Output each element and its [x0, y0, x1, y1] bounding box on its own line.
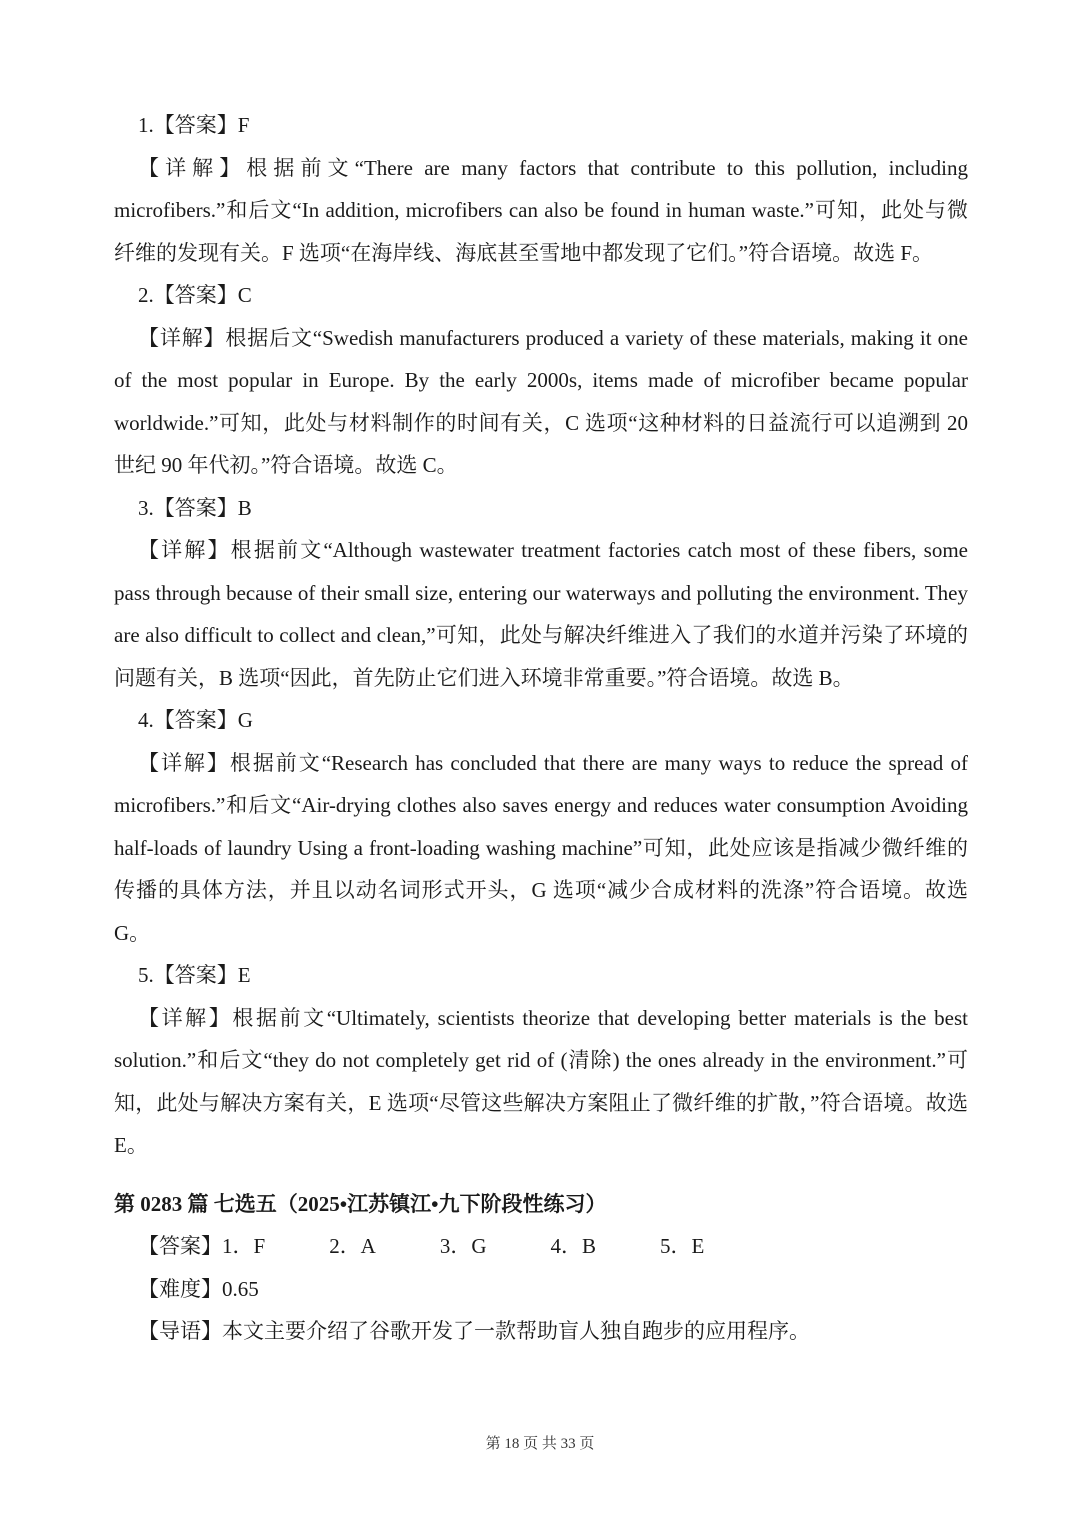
answer-1-detail: 【详解】根据前文“There are many factors that contribute to this pollution, including microfibers.”和后文“In addition, microfibers can also be found in human waste.”可知，此处与微纤维的发现有关。F 选项“在海岸线、海底甚至雪地中都发现了它们。”符合语境。故选 F。 — [114, 155, 968, 265]
section-difficulty: 【难度】0.65 — [138, 1276, 259, 1301]
page-content — [114, 104, 968, 1353]
section-answer-item-2: 2．A — [329, 1234, 376, 1258]
section-answer-label: 【答案】 — [138, 1234, 222, 1258]
section-intro: 【导语】本文主要介绍了谷歌开发了一款帮助盲人独自跑步的应用程序。 — [138, 1319, 810, 1343]
answer-3-label: 3.【答案】B — [138, 495, 252, 520]
answer-4-detail: 【详解】根据前文“Research has concluded that there are many ways to reduce the spread of microfibers.”和后文“Air-drying clothes also saves energy and reduces water consumption Avoiding half-loads of laundry Using a front-loading washing machine”可知，此处应该是指减少微纤维的传播的具体方法，并且以动名词形式开头，G 选项“减少合成材料的洗涤”符合语境。故选 G。 — [114, 750, 968, 945]
answer-5-detail: 【详解】根据前文“Ultimately, scientists theorize that developing better materials is the best solution.”和后文“they do not completely get rid of (清除) the ones already in the environment.”可知，此处与解决方案有关，E 选项“尽管这些解决方案阻止了微纤维的扩散，”符合语境。故选 E。 — [114, 1005, 968, 1157]
answer-3-detail: 【详解】根据前文“Although wastewater treatment factories catch most of these fibers, some pass through because of their small size, entering our waterways and polluting the environment. They are also difficult to collect and clean,”可知，此处与解决纤维进入了我们的水道并污染了环境的问题有关，B 选项“因此，首先防止它们进入环境非常重要。”符合语境。故选 B。 — [114, 538, 968, 690]
page-footer: 第 18 页 共 33 页 — [485, 1436, 595, 1452]
section-answer-item-4: 4．B — [550, 1234, 597, 1258]
answer-4-label: 4.【答案】G — [138, 708, 253, 732]
section-answer-item-5: 5．E — [660, 1234, 705, 1258]
section-answer-summary — [114, 1225, 968, 1268]
answer-2-label: 2.【答案】C — [138, 283, 252, 307]
answer-2-detail: 【详解】根据后文“Swedish manufacturers produced a variety of these materials, making it one of the most popular in Europe. By the early 2000s, items made of microfiber became popular worldwide.”可知，此处与材料制作的时间有关，C 选项“这种材料的日益流行可以追溯到 20 世纪 90 年代初。”符合语境。故选 C。 — [114, 325, 968, 477]
section-title: 第 0283 篇 七选五（2025•江苏镇江•九下阶段性练习） — [114, 1191, 607, 1216]
section-answer-item-3: 3．G — [439, 1234, 487, 1258]
answer-1-label: 1.【答案】F — [138, 113, 250, 137]
answer-5-label: 5.【答案】E — [138, 963, 251, 987]
section-answer-item-1: 1．F — [222, 1234, 266, 1258]
